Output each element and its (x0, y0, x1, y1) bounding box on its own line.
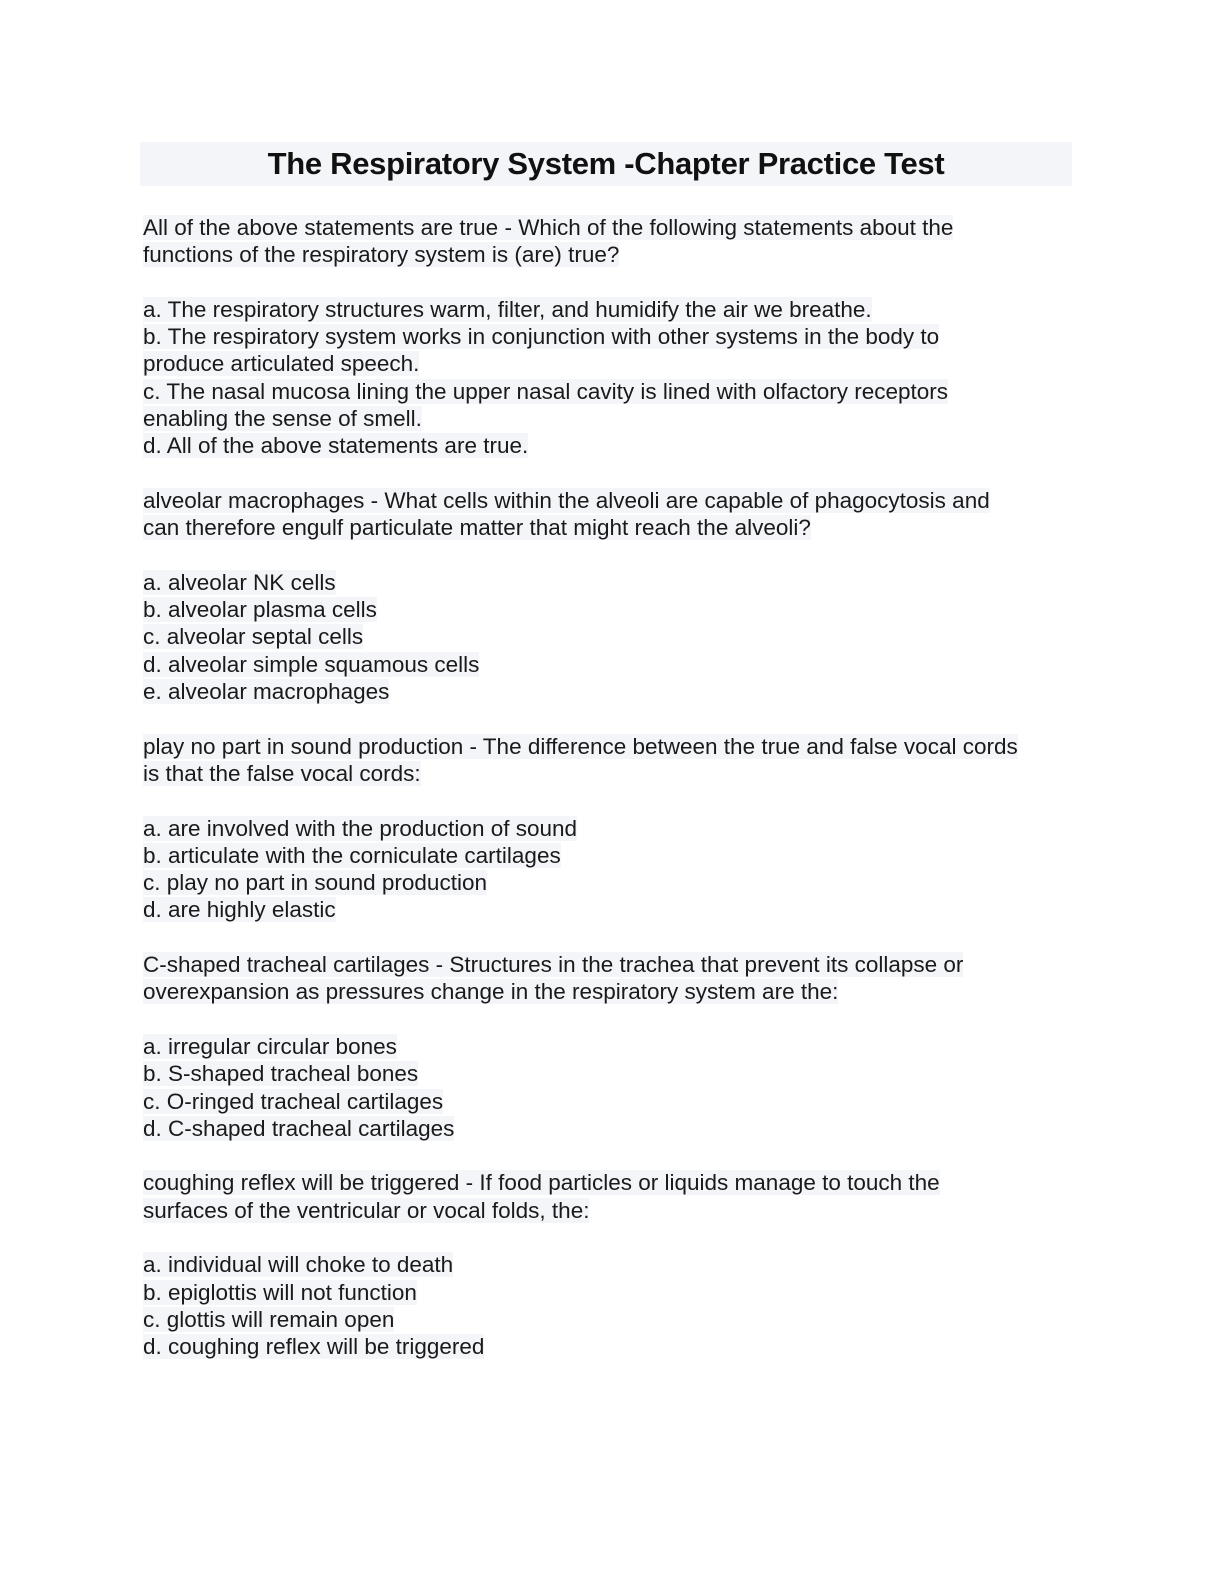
answer-option-line: a. individual will choke to death (143, 1252, 454, 1278)
answer-option-line: d. are highly elastic (143, 897, 336, 923)
question-stem-line: C-shaped tracheal cartilages - Structures in the trachea that prevent its collapse or (143, 952, 964, 978)
question-stem (143, 951, 1083, 1006)
answer-options (143, 296, 1083, 460)
answer-option-line: c. glottis will remain open (143, 1306, 395, 1332)
answer-option-line: c. play no part in sound production (143, 870, 487, 896)
question-stem (143, 487, 1083, 542)
question-stem-line: functions of the respiratory system is (are) true? (143, 242, 620, 268)
answer-options (143, 1251, 1083, 1360)
answer-option-line: b. S-shaped tracheal bones (143, 1061, 419, 1087)
answer-option-line: c. O-ringed tracheal cartilages (143, 1088, 444, 1114)
answer-option-line: e. alveolar macrophages (143, 679, 390, 705)
question-stem-line: play no part in sound production - The difference between the true and false vocal cords (143, 733, 1018, 759)
page-title: The Respiratory System -Chapter Practice Test (267, 146, 945, 181)
question-stem-line: is that the false vocal cords: (143, 760, 421, 786)
answer-option-line: a. The respiratory structures warm, filter, and humidify the air we breathe. (143, 296, 872, 322)
question-stem-line: can therefore engulf particulate matter that might reach the alveoli? (143, 515, 811, 541)
answer-option-line: d. alveolar simple squamous cells (143, 651, 480, 677)
title-band (140, 142, 1072, 186)
answer-option-line: c. The nasal mucosa lining the upper nasal cavity is lined with olfactory receptors (143, 378, 948, 404)
question-stem-line: overexpansion as pressures change in the respiratory system are the: (143, 979, 839, 1005)
answer-option-line: b. articulate with the corniculate cartilages (143, 842, 561, 868)
answer-options (143, 815, 1083, 924)
answer-option-line: d. C-shaped tracheal cartilages (143, 1115, 455, 1141)
answer-option-line: a. irregular circular bones (143, 1033, 397, 1059)
question-stem (143, 214, 1083, 269)
answer-option-line: d. All of the above statements are true. (143, 433, 529, 459)
answer-option-line: d. coughing reflex will be triggered (143, 1334, 485, 1360)
document-body (143, 214, 1083, 1388)
answer-option-line: produce articulated speech. (143, 351, 420, 377)
question-stem (143, 1169, 1083, 1224)
question-stem (143, 733, 1083, 788)
answer-options (143, 1033, 1083, 1142)
answer-option-line: a. are involved with the production of sound (143, 815, 578, 841)
answer-option-line: c. alveolar septal cells (143, 624, 364, 650)
answer-option-line: b. alveolar plasma cells (143, 597, 377, 623)
question-stem-line: alveolar macrophages - What cells within the alveoli are capable of phagocytosis and (143, 487, 990, 513)
question-stem-line: surfaces of the ventricular or vocal folds, the: (143, 1197, 590, 1223)
answer-options (143, 569, 1083, 705)
answer-option-line: b. epiglottis will not function (143, 1279, 417, 1305)
question-stem-line: coughing reflex will be triggered - If food particles or liquids manage to touch the (143, 1170, 940, 1196)
answer-option-line: b. The respiratory system works in conjunction with other systems in the body to (143, 324, 940, 350)
question-stem-line: All of the above statements are true - Which of the following statements about the (143, 215, 954, 240)
answer-option-line: enabling the sense of smell. (143, 406, 422, 432)
answer-option-line: a. alveolar NK cells (143, 569, 336, 595)
